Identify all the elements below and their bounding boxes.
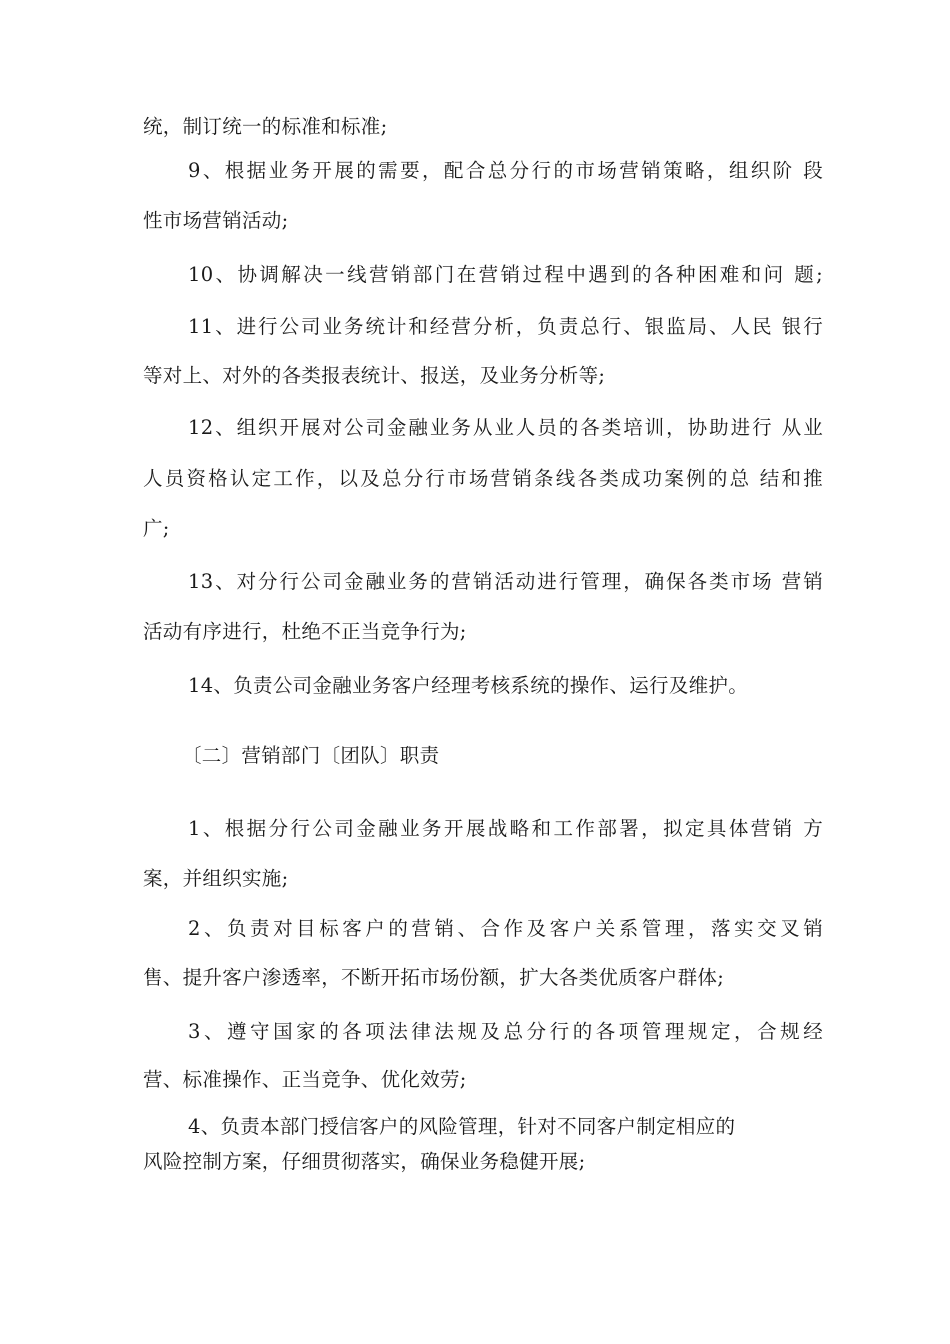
text-line-13: 1、根据分行公司金融业务开展战略和工作部署，拟定具体营销 方 bbox=[188, 817, 823, 840]
text-line-19: 4、负责本部门授信客户的风险管理，针对不同客户制定相应的 bbox=[188, 1115, 736, 1138]
text-line-11: 活动有序进行，杜绝不正当竞争行为; bbox=[143, 620, 467, 643]
text-line-2: 9、根据业务开展的需要，配合总分行的市场营销策略，组织阶 段 bbox=[188, 159, 823, 182]
text-line-20: 风险控制方案，仔细贯彻落实，确保业务稳健开展; bbox=[143, 1150, 586, 1173]
text-line-1: 统，制订统一的标准和标准; bbox=[143, 115, 388, 138]
text-line-4: 10、协调解决一线营销部门在营销过程中遇到的各种困难和问 题; bbox=[188, 263, 823, 286]
text-line-14: 案，并组织实施; bbox=[143, 867, 289, 890]
text-line-8: 人员资格认定工作，以及总分行市场营销条线各类成功案例的总 结和推 bbox=[143, 467, 823, 490]
text-line-18: 营、标准操作、正当竞争、优化效劳; bbox=[143, 1068, 467, 1091]
text-line-16: 售、提升客户渗透率，不断开拓市场份额，扩大各类优质客户群体; bbox=[143, 966, 725, 989]
text-line-12: 14、负责公司金融业务客户经理考核系统的操作、运行及维护。 bbox=[188, 674, 749, 697]
text-line-5: 11、进行公司业务统计和经营分析，负责总行、银监局、人民 银行 bbox=[188, 315, 823, 338]
text-line-6: 等对上、对外的各类报表统计、报送，及业务分析等; bbox=[143, 364, 606, 387]
text-line-17: 3、遵守国家的各项法律法规及总分行的各项管理规定，合规经 bbox=[188, 1020, 823, 1043]
text-line-7: 12、组织开展对公司金融业务从业人员的各类培训，协助进行 从业 bbox=[188, 416, 823, 439]
text-line-10: 13、对分行公司金融业务的营销活动进行管理，确保各类市场 营销 bbox=[188, 570, 823, 593]
section-heading: 〔二〕营销部门〔团队〕职责 bbox=[182, 744, 440, 767]
text-line-9: 广; bbox=[143, 517, 170, 540]
text-line-15: 2、负责对目标客户的营销、合作及客户关系管理，落实交叉销 bbox=[188, 917, 823, 940]
text-line-3: 性市场营销活动; bbox=[143, 209, 289, 232]
